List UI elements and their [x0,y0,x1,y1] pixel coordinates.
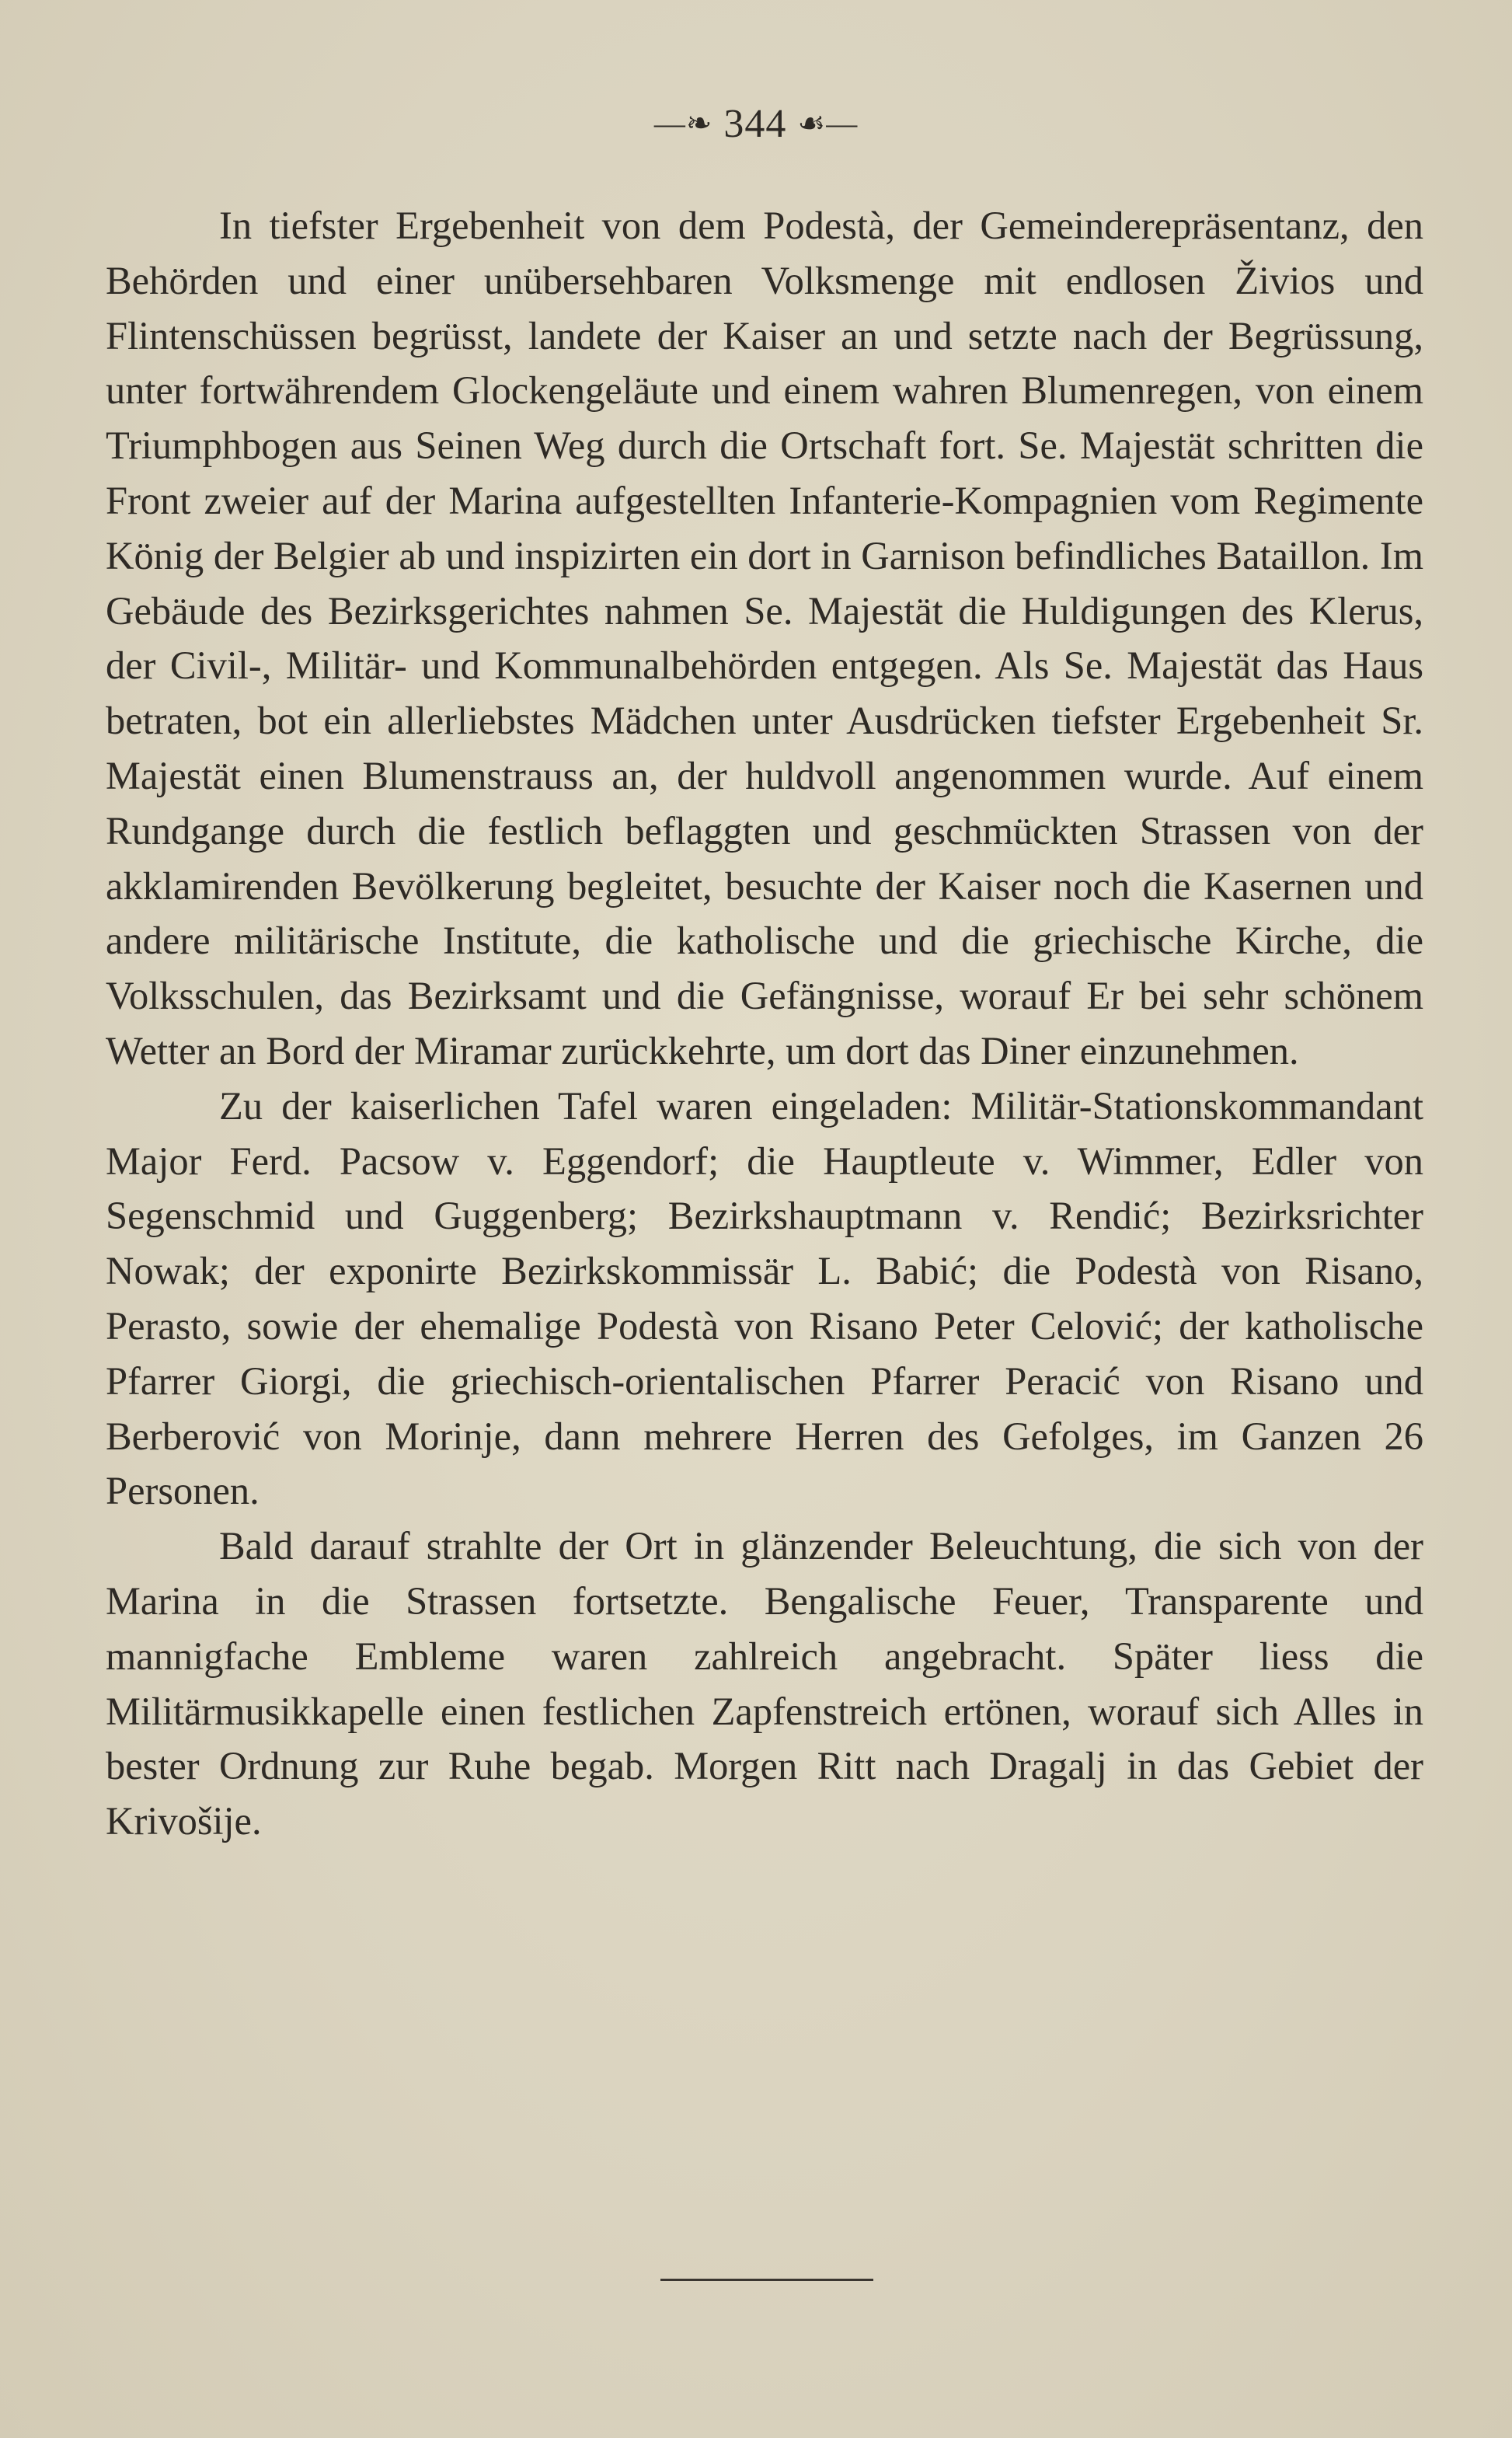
page-number: 344 [723,102,787,146]
paragraph-3: Bald darauf strahlte der Ort in glänzender Beleuchtung, die sich von der Marina in die Strassen fortsetzte. Bengalische Feuer, Transparente und mannigfache Embleme waren zahlreich angebracht. Später liess die Militärmusikkapelle einen festlichen Zapfenstreich ertönen, worauf sich Alles in bester Ordnung zur Ruhe begab. Morgen Ritt nach Dragalj in das Gebiet der Krivošije. [106,1524,1423,1843]
ornament-right: ☙— [797,106,859,141]
ornament-left: —❧ [653,106,713,141]
paragraph-1: In tiefster Ergebenheit von dem Podestà, der Gemeinderepräsentanz, den Behörden und einer unübersehbaren Volksmenge mit endlosen Živios und Flintenschüssen begrüsst, landete der Kaiser an und setzte nach der Begrüssung, unter fortwährendem Glockengeläute und einem wahren Blumenregen, von einem Triumphbogen aus Seinen Weg durch die Ortschaft fort. Se. Majestät schritten die Front zweier auf der Marina aufgestellten Infanterie-Kompagnien vom Regimente König der Belgier ab und inspizirten ein dort in Garnison befindliches Bataillon. Im Gebäude des Bezirksgerichtes nahmen Se. Majestät die Huldigungen des Klerus, der Civil-, Militär- und Kommunalbehörden entgegen. Als Se. Majestät das Haus betraten, bot ein allerliebstes Mädchen unter Ausdrücken tiefster Ergebenheit Sr. Majestät einen Blumenstrauss an, der huldvoll angenommen wurde. Auf einem Rundgange durch die festlich beflaggten und geschmückten Strassen von der akklamirenden Bevölkerung begleitet, besuchte der Kaiser noch die Kasernen und andere militärische Institute, die katholische und die griechische Kirche, die Volksschulen, das Bezirksamt und die Gefängnisse, worauf Er bei sehr schönem Wetter an Bord der Miramar zurückkehrte, um dort das Diner einzunehmen. [106,204,1423,1073]
page-header [0,101,1512,147]
end-rule [660,2279,873,2281]
paragraph-2: Zu der kaiserlichen Tafel waren eingeladen: Militär-Stationskommandant Major Ferd. Pacsow v. Eggendorf; die Hauptleute v. Wimmer, Edler von Segenschmid und Guggenberg; Bezirkshauptmann v. Rendić; Bezirksrichter Nowak; der exponirte Bezirkskommissär L. Babić; die Podestà von Risano, Perasto, sowie der ehemalige Podestà von Risano Peter Celović; der katholische Pfarrer Giorgi, die griechisch-orientalischen Pfarrer Peracić von Risano und Berberović von Morinje, dann mehrere Herren des Gefolges, im Ganzen 26 Personen. [106,1083,1423,1513]
body-text [106,198,1423,1849]
